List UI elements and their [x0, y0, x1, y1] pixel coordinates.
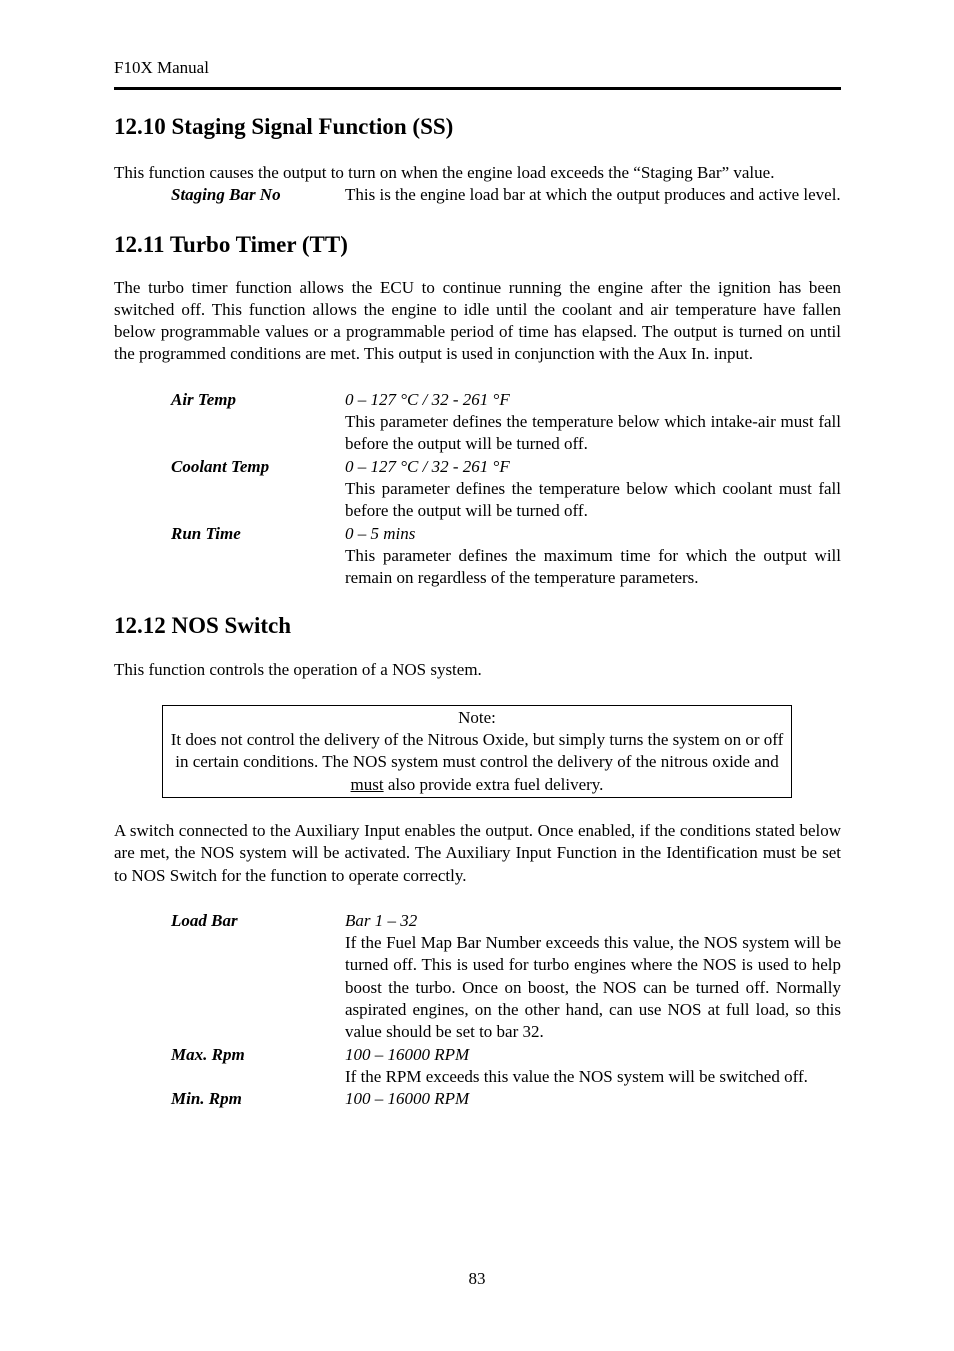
param-name: Max. Rpm	[171, 1044, 245, 1064]
section-heading-12-12: 12.12 NOS Switch	[114, 613, 291, 639]
param-name: Min. Rpm	[171, 1089, 242, 1109]
section-12-10-intro: This function causes the output to turn on when the engine load exceeds the “Staging Bar” value.	[114, 163, 775, 182]
param-run-time	[171, 523, 841, 590]
param-range: 0 – 127 °C / 32 - 261 °F	[345, 456, 510, 476]
param-desc: This parameter defines the temperature below which coolant must fall before the output will be turned off.	[345, 478, 841, 521]
note-text: It does not control the delivery of the Nitrous Oxide, but simply turns the system on or off in certain conditions. The NOS system must control the delivery of the nitrous oxide and must also provide extra fuel delivery.	[170, 730, 784, 794]
page-number: 83	[468, 1269, 486, 1288]
param-staging-bar-no	[171, 184, 841, 206]
note-underlined-word: must	[350, 774, 384, 794]
param-desc: If the RPM exceeds this value the NOS system will be switched off.	[345, 1066, 808, 1086]
param-range: 0 – 127 °C / 32 - 261 °F	[345, 389, 510, 409]
param-desc: If the Fuel Map Bar Number exceeds this value, the NOS system will be turned off. This is used for turbo engines where the NOS is used to help boost the turbo. Once on boost, the NOS can be turned off. Normally aspirated engines, on the other hand, can use NOS at full load, so this value should be set to bar 32.	[345, 933, 841, 1042]
param-name: Run Time	[171, 523, 241, 543]
note-box	[162, 705, 792, 798]
section-heading-12-10: 12.10 Staging Signal Function (SS)	[114, 114, 454, 139]
header-rule	[114, 87, 841, 90]
param-range: 100 – 16000 RPM	[345, 1089, 470, 1109]
param-name: Air Temp	[171, 389, 237, 409]
param-range: 100 – 16000 RPM	[345, 1044, 470, 1064]
param-desc: This parameter defines the temperature below which intake-air must fall before the output will be turned off.	[345, 412, 841, 454]
param-min-rpm	[171, 1088, 841, 1110]
param-name: Coolant Temp	[171, 456, 270, 476]
section-12-11-params	[171, 389, 841, 590]
running-header: F10X Manual	[114, 58, 209, 77]
section-12-12-body: A switch connected to the Auxiliary Input enables the output. Once enabled, if the conditions stated below are met, the NOS system will be activated. The Auxiliary Input Function in the Identification must be set to NOS Switch for the function to operate correctly.	[114, 820, 841, 885]
param-range: Bar 1 – 32	[345, 910, 418, 930]
section-12-12-params	[171, 910, 841, 1111]
param-coolant-temp	[171, 456, 841, 523]
param-load-bar	[171, 910, 841, 1044]
note-title: Note:	[458, 707, 496, 727]
param-max-rpm	[171, 1044, 841, 1089]
section-12-12-intro: This function controls the operation of a NOS system.	[114, 660, 482, 680]
page-content	[114, 112, 841, 1111]
param-name: Staging Bar No	[171, 185, 281, 205]
param-range: 0 – 5 mins	[345, 523, 416, 543]
param-name: Load Bar	[171, 910, 238, 930]
param-air-temp	[171, 389, 841, 456]
param-desc: This parameter defines the maximum time for which the output will remain on regardless of the temperature parameters.	[345, 545, 841, 588]
section-12-10-params	[171, 184, 841, 206]
section-12-11-intro: The turbo timer function allows the ECU to continue running the engine after the ignition has been switched off. This function allows the engine to idle until the coolant and air temperature have fallen below programmable values or a programmable period of time has elapsed. The output is turned on until the programmed conditions are met. This output is used in conjunction with the Aux In. input.	[114, 277, 841, 364]
param-desc: This is the engine load bar at which the output produces and active level.	[345, 185, 841, 205]
section-heading-12-11: 12.11 Turbo Timer (TT)	[114, 231, 348, 257]
